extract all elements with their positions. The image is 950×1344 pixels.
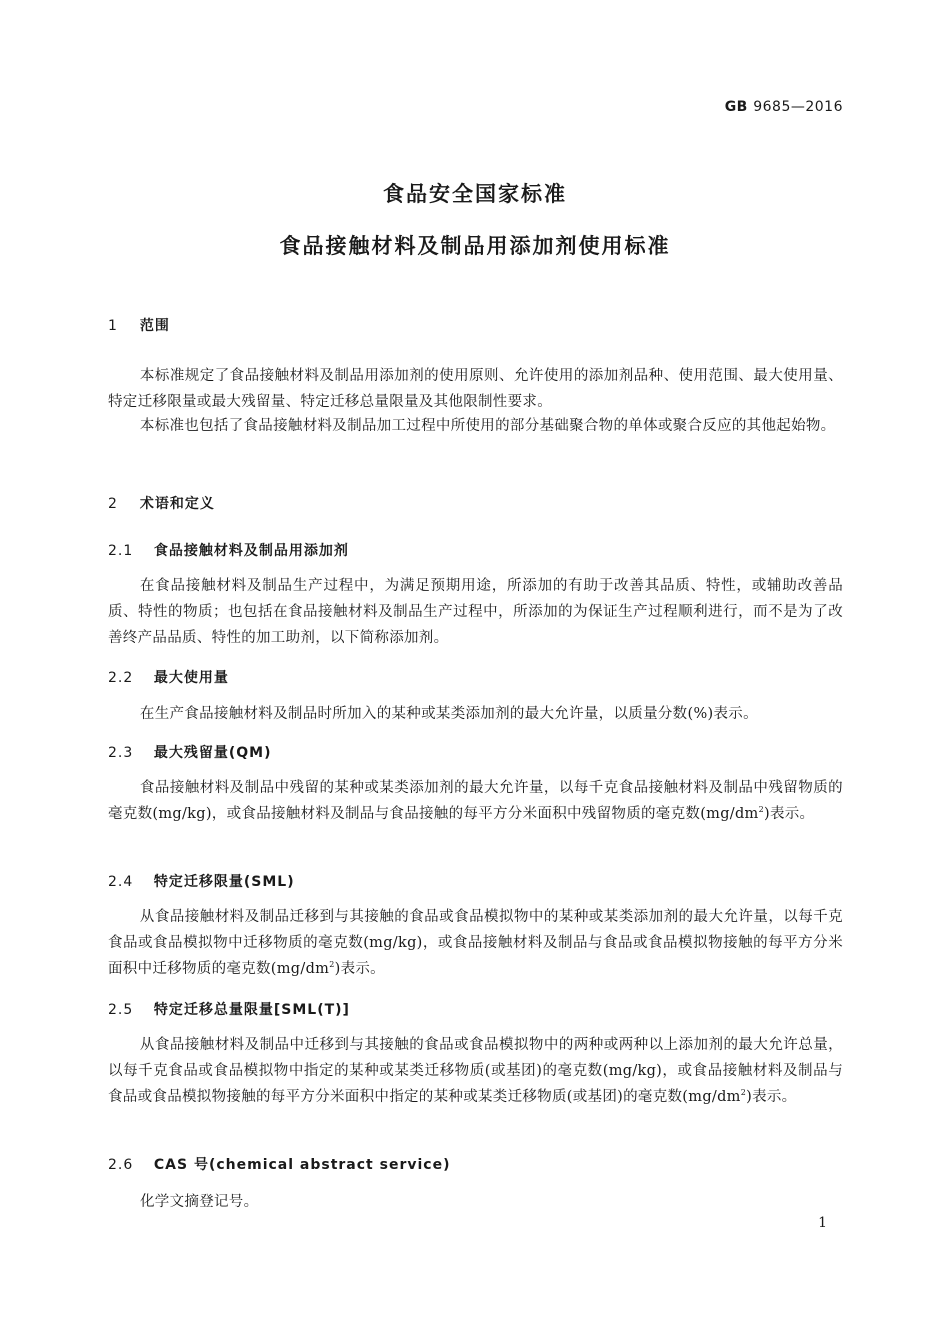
- section-number: 2.3: [108, 745, 134, 761]
- superscript: 2: [329, 960, 335, 970]
- section-title: 特定迁移总量限量[SML(T)]: [153, 1002, 350, 1018]
- section-number: 1: [108, 318, 118, 334]
- section-2-3-heading: [108, 742, 272, 762]
- section-number: 2.4: [108, 874, 134, 890]
- superscript: 2: [740, 1088, 747, 1098]
- section-1-paragraph-1: 本标准规定了食品接触材料及制品用添加剂的使用原则、允许使用的添加剂品种、使用范围、最大使用量、特定迁移限量或最大残留量、特定迁移总量限量及其他限制性要求。: [108, 368, 843, 410]
- section-2-3-paragraph: [108, 775, 843, 827]
- section-2-4-paragraph: [108, 904, 843, 982]
- section-title: 术语和定义: [139, 496, 215, 512]
- standard-code-number: 9685—2016: [753, 99, 843, 115]
- paragraph-text: 从食品接触材料及制品迁移到与其接触的食品或食品模拟物中的某种或某类添加剂的最大允许量，以每千克食品或食品模拟物中迁移物质的毫克数(mg/kg)，或食品接触材料及制品与食品或食品模拟物接触的每平方分米面积中迁移物质的毫克数(mg/dm: [108, 909, 843, 977]
- section-2-2-heading: [108, 667, 229, 687]
- section-2-1-heading: [108, 540, 349, 560]
- paragraph-text-end: )表示。: [746, 1089, 797, 1105]
- page-number: 1: [818, 1215, 827, 1231]
- standard-code: [725, 99, 843, 115]
- paragraph-text: 食品接触材料及制品中残留的某种或某类添加剂的最大允许量，以每千克食品接触材料及制品中残留物质的毫克数(mg/kg)，或食品接触材料及制品与食品接触的每平方分米面积中残留物质的毫克数(mg/dm: [108, 780, 843, 822]
- section-title: 特定迁移限量(SML): [153, 874, 295, 890]
- document-subtitle: 食品接触材料及制品用添加剂使用标准: [279, 234, 671, 258]
- section-number: 2: [108, 496, 118, 512]
- paragraph-text-end: )表示。: [764, 806, 815, 822]
- section-1-paragraph-2: 本标准也包括了食品接触材料及制品加工过程中所使用的部分基础聚合物的单体或聚合反应的其他起始物。: [139, 418, 836, 434]
- section-number: 2.5: [108, 1002, 134, 1018]
- section-title: CAS 号(chemical abstract service): [153, 1157, 451, 1173]
- section-title: 食品接触材料及制品用添加剂: [153, 543, 349, 559]
- standard-code-prefix: GB: [724, 99, 748, 115]
- section-title: 最大使用量: [153, 670, 229, 686]
- superscript: 2: [758, 805, 764, 815]
- section-2-5-heading: [108, 999, 350, 1019]
- section-1-heading: [108, 315, 170, 335]
- section-number: 2.1: [108, 543, 134, 559]
- paragraph-text: 从食品接触材料及制品中迁移到与其接触的食品或食品模拟物中的两种或两种以上添加剂的最大允许总量，以每千克食品或食品模拟物中指定的某种或某类迁移物质(或基团)的毫克数(mg/kg)，或食品接触材料及制品与食品或食品模拟物接触的每平方分米面积中指定的某种或某类迁移物质(或基团)的毫克数(mg/dm: [108, 1037, 843, 1105]
- section-2-heading: [108, 493, 215, 513]
- paragraph-text-end: )表示。: [334, 961, 385, 977]
- section-2-1-paragraph: 在食品接触材料及制品生产过程中，为满足预期用途，所添加的有助于改善其品质、特性，或辅助改善品质、特性的物质；也包括在食品接触材料及制品生产过程中，所添加的为保证生产过程顺利进行，而不是为了改善终产品品质、特性的加工助剂，以下简称添加剂。: [108, 578, 843, 646]
- section-number: 2.2: [108, 670, 134, 686]
- section-2-6-heading: [108, 1154, 450, 1174]
- section-2-6-paragraph: 化学文摘登记号。: [140, 1194, 259, 1210]
- section-title: 最大残留量(QM): [153, 745, 272, 761]
- section-title: 范围: [139, 318, 170, 334]
- section-2-2-paragraph: 在生产食品接触材料及制品时所加入的某种或某类添加剂的最大允许量，以质量分数(%)表示。: [139, 706, 758, 722]
- document-title: 食品安全国家标准: [383, 182, 567, 206]
- section-2-5-paragraph: [108, 1032, 843, 1110]
- section-2-4-heading: [108, 871, 295, 891]
- section-number: 2.6: [108, 1157, 134, 1173]
